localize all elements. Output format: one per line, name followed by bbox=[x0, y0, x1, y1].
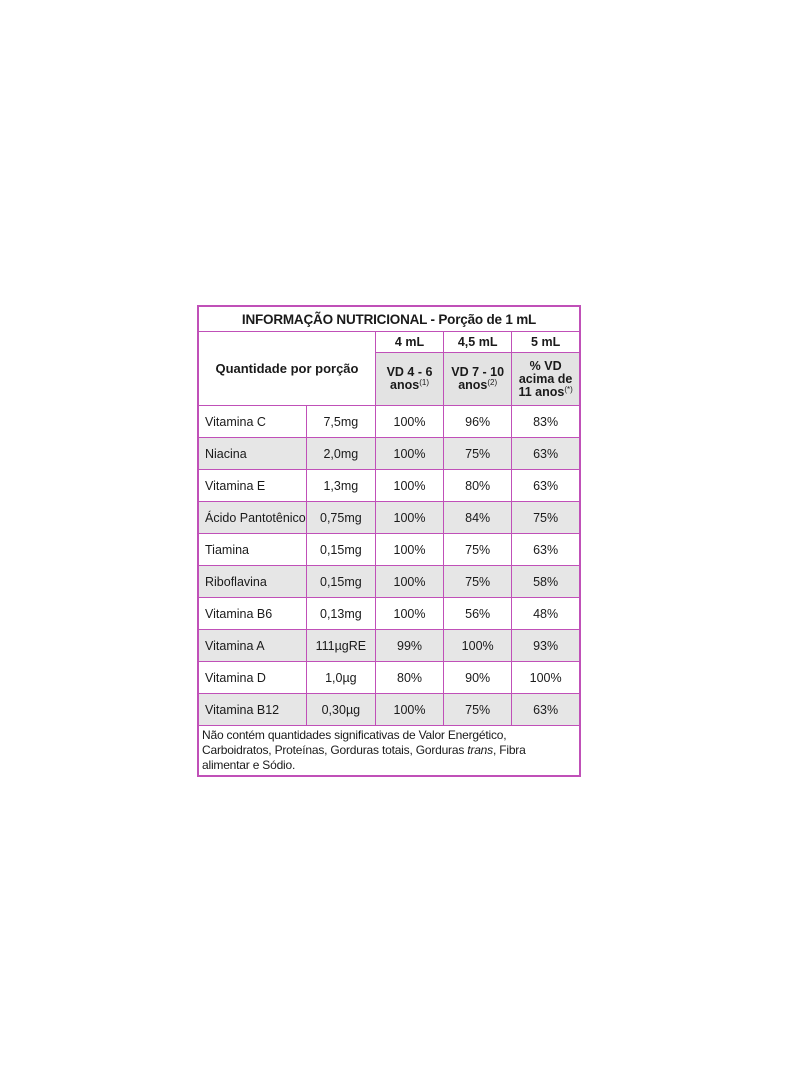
nutrient-amount: 1,0µg bbox=[306, 662, 375, 694]
nutrient-name: Ácido Pantotênico bbox=[198, 502, 306, 534]
vd-value-7-10-years: 75% bbox=[444, 566, 512, 598]
nutrient-name: Riboflavina bbox=[198, 566, 306, 598]
vd-value-7-10-years: 96% bbox=[444, 406, 512, 438]
nutrient-name: Tiamina bbox=[198, 534, 306, 566]
vd-value-4-6-years: 100% bbox=[375, 502, 443, 534]
table-title: INFORMAÇÃO NUTRICIONAL - Porção de 1 mL bbox=[198, 306, 580, 332]
vd-value-over-11-years: 63% bbox=[512, 470, 580, 502]
vd-value-4-6-years: 99% bbox=[375, 630, 443, 662]
vd-value-7-10-years: 56% bbox=[444, 598, 512, 630]
vd-value-over-11-years: 63% bbox=[512, 438, 580, 470]
nutrient-amount: 111µgRE bbox=[306, 630, 375, 662]
vd-value-over-11-years: 75% bbox=[512, 502, 580, 534]
vd-header-1 bbox=[375, 353, 443, 406]
vd-value-4-6-years: 100% bbox=[375, 566, 443, 598]
vd-header-3-note: (*) bbox=[564, 384, 573, 394]
table-row bbox=[198, 662, 580, 694]
vd-header-2 bbox=[444, 353, 512, 406]
vd-value-7-10-years: 84% bbox=[444, 502, 512, 534]
vd-value-over-11-years: 100% bbox=[512, 662, 580, 694]
vd-header-1-text: VD 4 - 6 anos bbox=[386, 365, 433, 392]
footnote-text-end: , Fibra alimentar e Sódio. bbox=[202, 743, 526, 772]
vd-value-over-11-years: 93% bbox=[512, 630, 580, 662]
table-row bbox=[198, 534, 580, 566]
vd-value-4-6-years: 100% bbox=[375, 438, 443, 470]
vd-value-4-6-years: 100% bbox=[375, 534, 443, 566]
vd-value-7-10-years: 90% bbox=[444, 662, 512, 694]
vd-value-4-6-years: 100% bbox=[375, 470, 443, 502]
table-row bbox=[198, 694, 580, 726]
nutrient-name: Vitamina E bbox=[198, 470, 306, 502]
footnote-text: Não contém quantidades significativas de Valor Energético, Carboidratos, Proteínas, Gorduras totais, Gorduras bbox=[202, 728, 507, 757]
vd-header-2-note: (2) bbox=[487, 378, 498, 387]
dose-header-2: 4,5 mL bbox=[444, 332, 512, 353]
dose-header-3: 5 mL bbox=[512, 332, 580, 353]
nutrient-amount: 1,3mg bbox=[306, 470, 375, 502]
nutrient-amount: 7,5mg bbox=[306, 406, 375, 438]
table-row bbox=[198, 630, 580, 662]
vd-header-1-note: (1) bbox=[419, 378, 429, 387]
vd-value-4-6-years: 80% bbox=[375, 662, 443, 694]
table-row bbox=[198, 470, 580, 502]
dose-header-1: 4 mL bbox=[375, 332, 443, 353]
vd-value-7-10-years: 80% bbox=[444, 470, 512, 502]
nutrient-name: Vitamina B6 bbox=[198, 598, 306, 630]
table-row bbox=[198, 566, 580, 598]
vd-value-over-11-years: 63% bbox=[512, 694, 580, 726]
vd-value-4-6-years: 100% bbox=[375, 598, 443, 630]
vd-value-7-10-years: 100% bbox=[444, 630, 512, 662]
nutrient-name: Niacina bbox=[198, 438, 306, 470]
vd-header-3-text: % VD acima de 11 anos bbox=[518, 358, 573, 399]
vd-value-7-10-years: 75% bbox=[444, 694, 512, 726]
nutrient-name: Vitamina B12 bbox=[198, 694, 306, 726]
nutrient-amount: 0,75mg bbox=[306, 502, 375, 534]
vd-value-over-11-years: 48% bbox=[512, 598, 580, 630]
footnote-italic-term: trans bbox=[467, 743, 493, 757]
nutrient-name: Vitamina D bbox=[198, 662, 306, 694]
nutrient-amount: 2,0mg bbox=[306, 438, 375, 470]
nutrient-amount: 0,15mg bbox=[306, 534, 375, 566]
quantity-per-serving-header: Quantidade por porção bbox=[198, 332, 375, 406]
nutrient-name: Vitamina A bbox=[198, 630, 306, 662]
vd-value-over-11-years: 83% bbox=[512, 406, 580, 438]
vd-value-4-6-years: 100% bbox=[375, 694, 443, 726]
nutrition-facts-table bbox=[197, 305, 581, 777]
vd-value-over-11-years: 63% bbox=[512, 534, 580, 566]
vd-value-7-10-years: 75% bbox=[444, 438, 512, 470]
nutrient-amount: 0,15mg bbox=[306, 566, 375, 598]
nutrient-amount: 0,30µg bbox=[306, 694, 375, 726]
vd-value-7-10-years: 75% bbox=[444, 534, 512, 566]
table-row bbox=[198, 502, 580, 534]
vd-value-4-6-years: 100% bbox=[375, 406, 443, 438]
footnote bbox=[198, 726, 580, 777]
nutrient-name: Vitamina C bbox=[198, 406, 306, 438]
vd-value-over-11-years: 58% bbox=[512, 566, 580, 598]
table-row bbox=[198, 438, 580, 470]
table-row bbox=[198, 598, 580, 630]
nutrient-amount: 0,13mg bbox=[306, 598, 375, 630]
vd-header-3 bbox=[512, 353, 580, 406]
vd-header-2-text: VD 7 - 10 anos bbox=[451, 365, 505, 392]
table-row bbox=[198, 406, 580, 438]
